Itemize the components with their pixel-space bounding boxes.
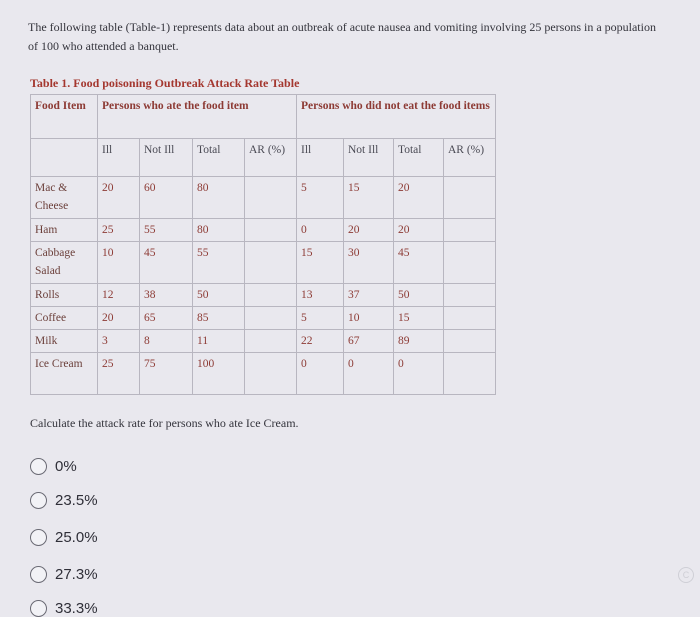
value-cell-ate-ar — [245, 307, 297, 330]
food-name-cell: Coffee — [31, 307, 98, 330]
table-row — [31, 177, 496, 219]
value-cell-ate-ill: 3 — [98, 330, 140, 353]
subheader-total: Total — [193, 139, 245, 177]
answer-option-label: 25.0% — [55, 529, 98, 546]
table-row — [31, 284, 496, 307]
value-cell-ate-ill: 25 — [98, 219, 140, 242]
value-cell-not-ar — [444, 307, 496, 330]
header-not-ate-group: Persons who did not eat the food items — [297, 95, 496, 139]
header-ate-group: Persons who ate the food item — [98, 95, 297, 139]
value-cell-not-ill: 22 — [297, 330, 344, 353]
value-cell-ate-ill: 12 — [98, 284, 140, 307]
value-cell-not-ill: 5 — [297, 307, 344, 330]
value-cell-ate-total: 11 — [193, 330, 245, 353]
value-cell-ate-not-ill: 65 — [140, 307, 193, 330]
value-cell-not-ill: 13 — [297, 284, 344, 307]
table-caption: Table 1. Food poisoning Outbreak Attack Rate Table — [30, 76, 300, 90]
answer-option[interactable] — [30, 529, 98, 546]
value-cell-ate-total: 80 — [193, 219, 245, 242]
help-icon[interactable]: C — [678, 567, 694, 583]
value-cell-ate-not-ill: 45 — [140, 242, 193, 284]
value-cell-ate-not-ill: 38 — [140, 284, 193, 307]
value-cell-ate-total: 80 — [193, 177, 245, 219]
radio-button[interactable] — [30, 529, 47, 546]
value-cell-ate-ar — [245, 284, 297, 307]
answer-option-label: 27.3% — [55, 566, 98, 583]
value-cell-not-ar — [444, 219, 496, 242]
subheader-ill: Ill — [98, 139, 140, 177]
value-cell-ate-not-ill: 8 — [140, 330, 193, 353]
value-cell-ate-total: 85 — [193, 307, 245, 330]
value-cell-ate-total: 50 — [193, 284, 245, 307]
value-cell-not-not-ill: 20 — [344, 219, 394, 242]
table-row — [31, 219, 496, 242]
value-cell-ate-ill: 25 — [98, 353, 140, 395]
radio-button[interactable] — [30, 492, 47, 509]
food-name-cell: Ice Cream — [31, 353, 98, 395]
value-cell-not-ar — [444, 177, 496, 219]
value-cell-not-total: 89 — [394, 330, 444, 353]
value-cell-not-total: 0 — [394, 353, 444, 395]
food-name-cell: Rolls — [31, 284, 98, 307]
subheader-not-ill: Not Ill — [344, 139, 394, 177]
value-cell-not-not-ill: 0 — [344, 353, 394, 395]
subheader-not-ill: Not Ill — [140, 139, 193, 177]
subheader-ill: Ill — [297, 139, 344, 177]
value-cell-not-not-ill: 37 — [344, 284, 394, 307]
value-cell-ate-ar — [245, 219, 297, 242]
value-cell-ate-ill: 10 — [98, 242, 140, 284]
subheader-ar: AR (%) — [444, 139, 496, 177]
table-row — [31, 353, 496, 395]
attack-rate-table — [30, 94, 496, 395]
value-cell-not-total: 15 — [394, 307, 444, 330]
value-cell-not-ill: 15 — [297, 242, 344, 284]
value-cell-not-total: 20 — [394, 177, 444, 219]
food-name-cell: Mac & Cheese — [31, 177, 98, 219]
value-cell-ate-not-ill: 60 — [140, 177, 193, 219]
header-food-item: Food Item — [31, 95, 98, 139]
answer-option[interactable] — [30, 492, 98, 509]
value-cell-not-ill: 0 — [297, 353, 344, 395]
value-cell-not-ill: 0 — [297, 219, 344, 242]
value-cell-not-not-ill: 30 — [344, 242, 394, 284]
food-name-cell: Ham — [31, 219, 98, 242]
answer-option-label: 0% — [55, 458, 77, 475]
value-cell-ate-total: 55 — [193, 242, 245, 284]
value-cell-ate-not-ill: 55 — [140, 219, 193, 242]
food-name-cell: Cabbage Salad — [31, 242, 98, 284]
table-row — [31, 307, 496, 330]
header-blank — [31, 139, 98, 177]
value-cell-ate-ar — [245, 353, 297, 395]
value-cell-not-total: 45 — [394, 242, 444, 284]
value-cell-not-ar — [444, 242, 496, 284]
radio-button[interactable] — [30, 458, 47, 475]
answer-option-label: 23.5% — [55, 492, 98, 509]
intro-paragraph: The following table (Table-1) represents data about an outbreak of acute nausea and vomiting involving 25 persons in a population of 100 who attended a banquet. — [28, 20, 656, 53]
value-cell-not-ar — [444, 353, 496, 395]
value-cell-ate-ar — [245, 242, 297, 284]
value-cell-not-ar — [444, 284, 496, 307]
value-cell-ate-total: 100 — [193, 353, 245, 395]
value-cell-not-ill: 5 — [297, 177, 344, 219]
radio-button[interactable] — [30, 600, 47, 617]
answer-option-label: 33.3% — [55, 600, 98, 617]
answer-option[interactable] — [30, 566, 98, 583]
table-row — [31, 242, 496, 284]
value-cell-ate-not-ill: 75 — [140, 353, 193, 395]
value-cell-not-not-ill: 10 — [344, 307, 394, 330]
answer-option[interactable] — [30, 458, 77, 475]
value-cell-ate-ar — [245, 177, 297, 219]
value-cell-not-ar — [444, 330, 496, 353]
answer-option[interactable] — [30, 600, 98, 617]
value-cell-not-total: 50 — [394, 284, 444, 307]
value-cell-not-not-ill: 67 — [344, 330, 394, 353]
value-cell-not-not-ill: 15 — [344, 177, 394, 219]
value-cell-not-total: 20 — [394, 219, 444, 242]
value-cell-ate-ill: 20 — [98, 177, 140, 219]
subheader-ar: AR (%) — [245, 139, 297, 177]
table-row — [31, 330, 496, 353]
radio-button[interactable] — [30, 566, 47, 583]
subheader-total: Total — [394, 139, 444, 177]
question-text: Calculate the attack rate for persons who ate Ice Cream. — [30, 416, 299, 430]
value-cell-ate-ill: 20 — [98, 307, 140, 330]
value-cell-ate-ar — [245, 330, 297, 353]
food-name-cell: Milk — [31, 330, 98, 353]
